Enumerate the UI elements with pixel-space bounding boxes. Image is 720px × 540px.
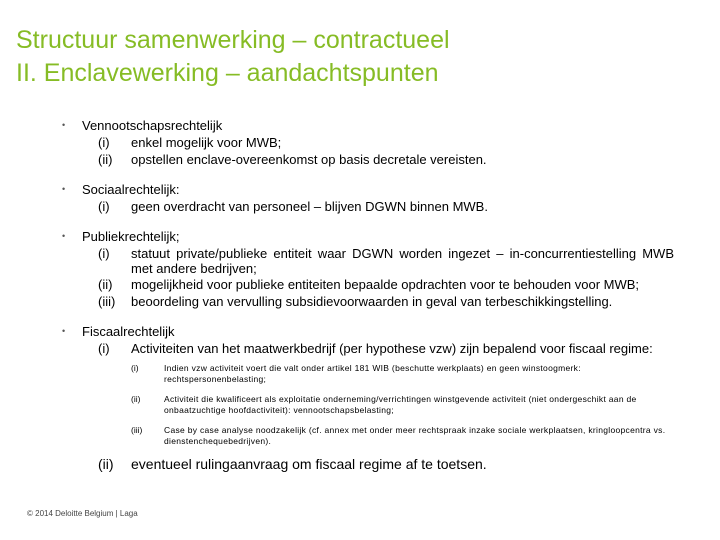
section-fiscaalrechtelijk [62,323,674,473]
nested-list-item: (ii) Activiteit die kwalificeert als exploitatie onderneming/verrichtingen winstgevende activiteit (niet ondergeschikt aan de onbaatzuchtige hoofdactiviteit): vennootschapsbelasting; [131,394,637,415]
section-heading: Vennootschapsrechtelijk [82,118,223,133]
list-item: (i) statuut private/publieke entiteit waar DGWN worden ingezet – in-concurrentiestelling MWB met andere bedrijven; [98,246,674,276]
list-item: (iii) beoordeling van vervulling subsidievoorwaarden in geval van terbeschikkingstelling. [98,294,613,309]
section-publiekrechtelijk [62,228,674,310]
bullet-icon: • [62,231,66,241]
list-item: (ii) opstellen enclave-overeenkomst op basis decretale vereisten. [98,152,487,167]
section-heading: Publiekrechtelijk; [82,229,180,244]
content-body [62,117,674,486]
section-sociaalrechtelijk [62,181,674,215]
bullet-icon: • [62,184,66,194]
footer-copyright: © 2014 Deloitte Belgium | Laga [27,509,138,518]
nested-list [131,363,674,447]
section-heading: Sociaalrechtelijk: [82,182,180,197]
page-title [16,24,706,90]
list-item: (i) enkel mogelijk voor MWB; [98,135,282,150]
section-heading: Fiscaalrechtelijk [82,324,175,339]
title-line-2: II. Enclavewerking – aandachtspunten [16,59,439,87]
list-item: (i) geen overdracht van personeel – blijven DGWN binnen MWB. [98,199,488,214]
section-vennootschapsrechtelijk [62,117,674,168]
list-item: (ii) mogelijkheid voor publieke entiteiten bepaalde opdrachten voor te behouden voor MWB; [98,277,640,292]
bullet-icon: • [62,326,66,336]
nested-list-item: (iii) Case by case analyse noodzakelijk (cf. annex met onder meer rechtspraak inzake sociale werkplaatsen, kringloopcentra vs. dienstenchequebedrijven). [131,425,666,446]
title-line-1: Structuur samenwerking – contractueel [16,26,450,54]
nested-list-item: (i) Indien vzw activiteit voert die valt onder artikel 181 WIB (beschutte werkplaats) en geen winstoogmerk: rechtspersonenbelasting; [131,363,581,384]
list-item: (ii) eventueel rulingaanvraag om fiscaal regime af te toetsen. [98,456,487,472]
list-item: (i) Activiteiten van het maatwerkbedrijf (per hypothese vzw) zijn bepalend voor fiscaal regime: [98,341,653,356]
bullet-icon: • [62,120,66,130]
